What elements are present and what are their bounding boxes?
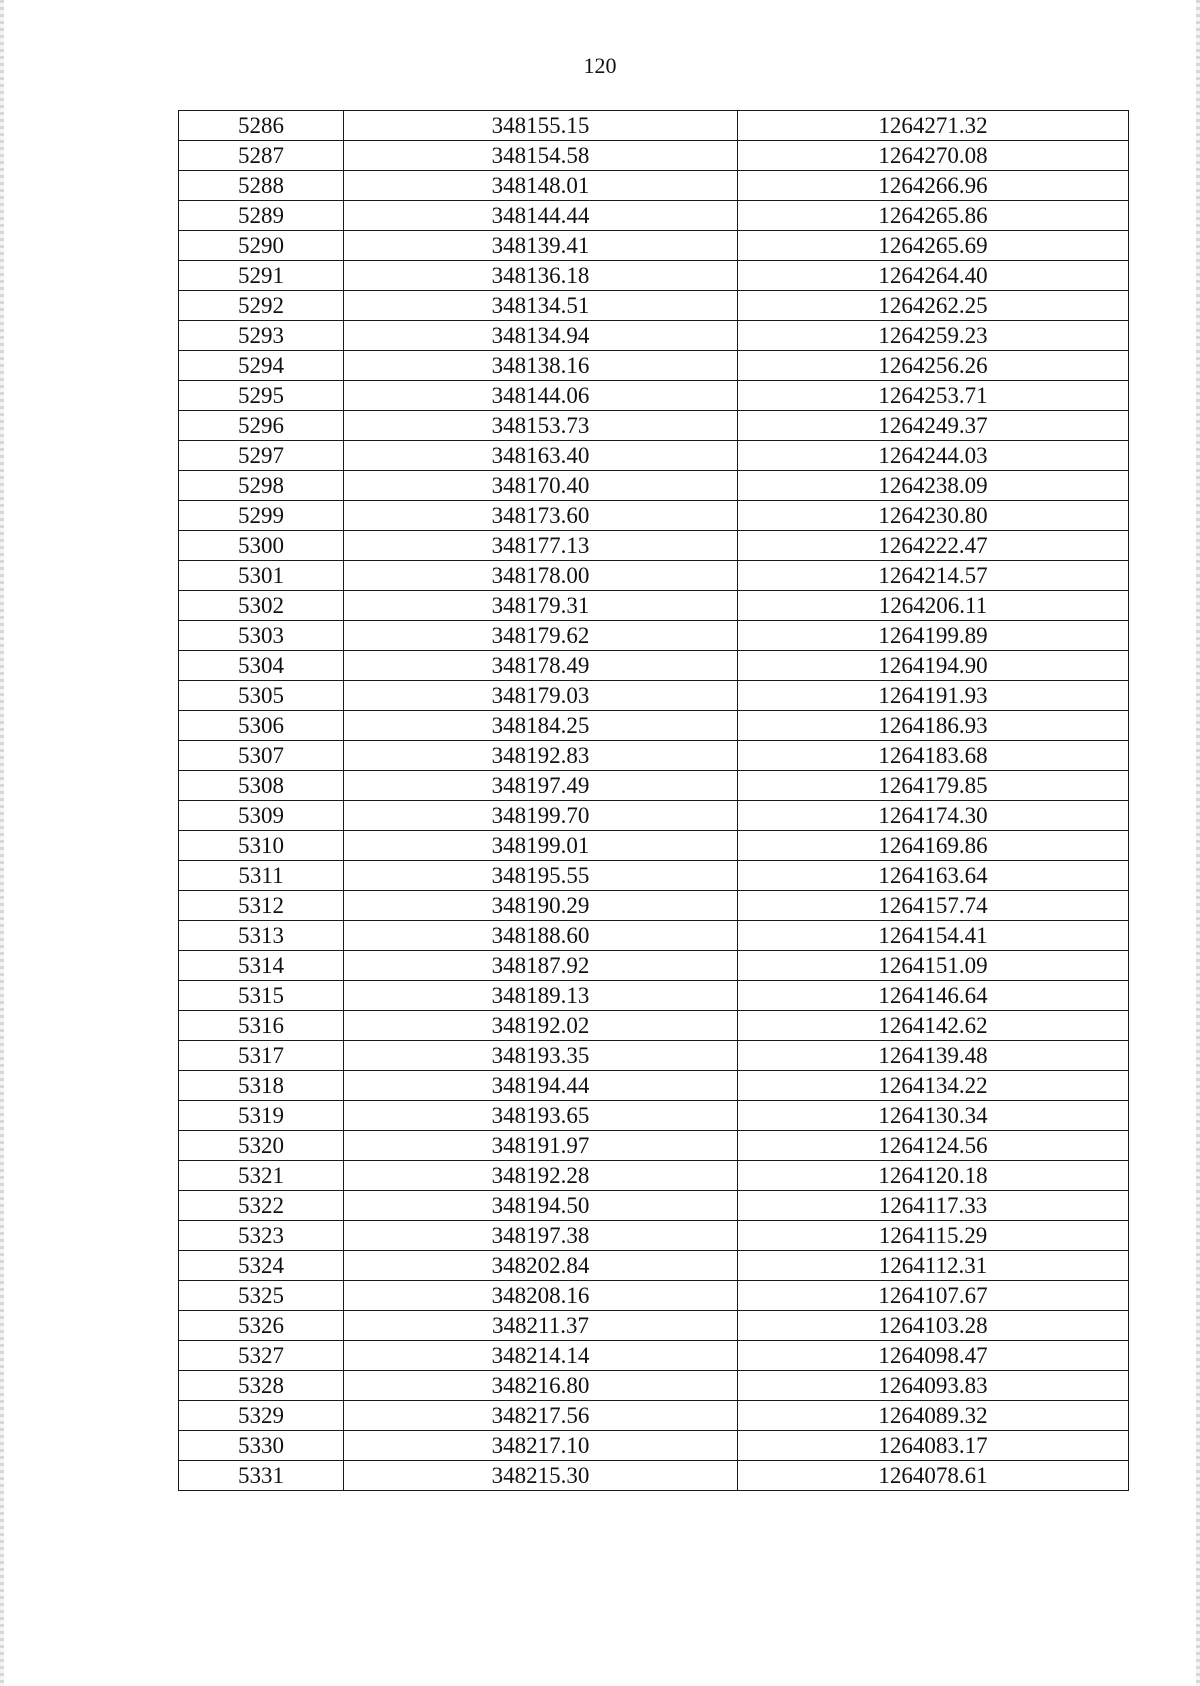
point-number-cell: 5299	[179, 501, 344, 531]
point-number-cell: 5293	[179, 321, 344, 351]
x-coordinate-cell: 348194.44	[344, 1071, 738, 1101]
y-coordinate-cell: 1264271.32	[738, 111, 1129, 141]
point-number-cell: 5330	[179, 1431, 344, 1461]
point-number-cell: 5288	[179, 171, 344, 201]
x-coordinate-cell: 348187.92	[344, 951, 738, 981]
table-row	[179, 231, 1129, 261]
y-coordinate-cell: 1264124.56	[738, 1131, 1129, 1161]
x-coordinate-cell: 348208.16	[344, 1281, 738, 1311]
point-number-cell: 5317	[179, 1041, 344, 1071]
x-coordinate-cell: 348177.13	[344, 531, 738, 561]
x-coordinate-cell: 348154.58	[344, 141, 738, 171]
x-coordinate-cell: 348189.13	[344, 981, 738, 1011]
point-number-cell: 5329	[179, 1401, 344, 1431]
point-number-cell: 5325	[179, 1281, 344, 1311]
point-number-cell: 5309	[179, 801, 344, 831]
x-coordinate-cell: 348197.49	[344, 771, 738, 801]
y-coordinate-cell: 1264266.96	[738, 171, 1129, 201]
y-coordinate-cell: 1264154.41	[738, 921, 1129, 951]
point-number-cell: 5286	[179, 111, 344, 141]
point-number-cell: 5287	[179, 141, 344, 171]
table-row	[179, 1311, 1129, 1341]
table-row	[179, 1041, 1129, 1071]
table-row	[179, 1221, 1129, 1251]
table-row	[179, 1191, 1129, 1221]
y-coordinate-cell: 1264183.68	[738, 741, 1129, 771]
x-coordinate-cell: 348170.40	[344, 471, 738, 501]
point-number-cell: 5326	[179, 1311, 344, 1341]
table-row	[179, 1401, 1129, 1431]
x-coordinate-cell: 348199.70	[344, 801, 738, 831]
point-number-cell: 5296	[179, 411, 344, 441]
point-number-cell: 5306	[179, 711, 344, 741]
coordinates-table-container	[178, 110, 1128, 1491]
table-row	[179, 561, 1129, 591]
point-number-cell: 5319	[179, 1101, 344, 1131]
y-coordinate-cell: 1264264.40	[738, 261, 1129, 291]
y-coordinate-cell: 1264249.37	[738, 411, 1129, 441]
x-coordinate-cell: 348178.49	[344, 651, 738, 681]
point-number-cell: 5315	[179, 981, 344, 1011]
point-number-cell: 5321	[179, 1161, 344, 1191]
y-coordinate-cell: 1264142.62	[738, 1011, 1129, 1041]
y-coordinate-cell: 1264238.09	[738, 471, 1129, 501]
x-coordinate-cell: 348192.83	[344, 741, 738, 771]
scan-edge-left	[0, 0, 4, 1686]
point-number-cell: 5327	[179, 1341, 344, 1371]
x-coordinate-cell: 348216.80	[344, 1371, 738, 1401]
x-coordinate-cell: 348217.10	[344, 1431, 738, 1461]
y-coordinate-cell: 1264191.93	[738, 681, 1129, 711]
y-coordinate-cell: 1264098.47	[738, 1341, 1129, 1371]
x-coordinate-cell: 348173.60	[344, 501, 738, 531]
table-row	[179, 1281, 1129, 1311]
point-number-cell: 5303	[179, 621, 344, 651]
table-row	[179, 321, 1129, 351]
y-coordinate-cell: 1264222.47	[738, 531, 1129, 561]
y-coordinate-cell: 1264199.89	[738, 621, 1129, 651]
point-number-cell: 5305	[179, 681, 344, 711]
point-number-cell: 5291	[179, 261, 344, 291]
point-number-cell: 5320	[179, 1131, 344, 1161]
table-row	[179, 531, 1129, 561]
coordinates-table	[178, 110, 1129, 1491]
y-coordinate-cell: 1264134.22	[738, 1071, 1129, 1101]
y-coordinate-cell: 1264157.74	[738, 891, 1129, 921]
x-coordinate-cell: 348195.55	[344, 861, 738, 891]
x-coordinate-cell: 348139.41	[344, 231, 738, 261]
point-number-cell: 5312	[179, 891, 344, 921]
y-coordinate-cell: 1264169.86	[738, 831, 1129, 861]
y-coordinate-cell: 1264117.33	[738, 1191, 1129, 1221]
table-row	[179, 201, 1129, 231]
y-coordinate-cell: 1264253.71	[738, 381, 1129, 411]
x-coordinate-cell: 348163.40	[344, 441, 738, 471]
table-row	[179, 621, 1129, 651]
point-number-cell: 5308	[179, 771, 344, 801]
table-row	[179, 1161, 1129, 1191]
y-coordinate-cell: 1264230.80	[738, 501, 1129, 531]
x-coordinate-cell: 348194.50	[344, 1191, 738, 1221]
x-coordinate-cell: 348214.14	[344, 1341, 738, 1371]
y-coordinate-cell: 1264146.64	[738, 981, 1129, 1011]
table-row	[179, 891, 1129, 921]
scan-edge-right	[1196, 0, 1200, 1686]
y-coordinate-cell: 1264083.17	[738, 1431, 1129, 1461]
table-row	[179, 831, 1129, 861]
table-row	[179, 261, 1129, 291]
x-coordinate-cell: 348193.35	[344, 1041, 738, 1071]
table-row	[179, 171, 1129, 201]
y-coordinate-cell: 1264265.69	[738, 231, 1129, 261]
y-coordinate-cell: 1264093.83	[738, 1371, 1129, 1401]
x-coordinate-cell: 348144.06	[344, 381, 738, 411]
x-coordinate-cell: 348217.56	[344, 1401, 738, 1431]
x-coordinate-cell: 348136.18	[344, 261, 738, 291]
table-row	[179, 141, 1129, 171]
point-number-cell: 5304	[179, 651, 344, 681]
point-number-cell: 5298	[179, 471, 344, 501]
table-row	[179, 501, 1129, 531]
y-coordinate-cell: 1264194.90	[738, 651, 1129, 681]
point-number-cell: 5328	[179, 1371, 344, 1401]
point-number-cell: 5310	[179, 831, 344, 861]
point-number-cell: 5323	[179, 1221, 344, 1251]
point-number-cell: 5324	[179, 1251, 344, 1281]
x-coordinate-cell: 348192.28	[344, 1161, 738, 1191]
x-coordinate-cell: 348144.44	[344, 201, 738, 231]
table-row	[179, 471, 1129, 501]
y-coordinate-cell: 1264112.31	[738, 1251, 1129, 1281]
point-number-cell: 5300	[179, 531, 344, 561]
x-coordinate-cell: 348179.03	[344, 681, 738, 711]
point-number-cell: 5313	[179, 921, 344, 951]
x-coordinate-cell: 348211.37	[344, 1311, 738, 1341]
x-coordinate-cell: 348148.01	[344, 171, 738, 201]
x-coordinate-cell: 348197.38	[344, 1221, 738, 1251]
y-coordinate-cell: 1264244.03	[738, 441, 1129, 471]
x-coordinate-cell: 348178.00	[344, 561, 738, 591]
y-coordinate-cell: 1264265.86	[738, 201, 1129, 231]
page-number: 120	[583, 53, 617, 78]
y-coordinate-cell: 1264115.29	[738, 1221, 1129, 1251]
point-number-cell: 5302	[179, 591, 344, 621]
table-row	[179, 1011, 1129, 1041]
table-row	[179, 741, 1129, 771]
table-row	[179, 591, 1129, 621]
y-coordinate-cell: 1264120.18	[738, 1161, 1129, 1191]
table-row	[179, 711, 1129, 741]
point-number-cell: 5294	[179, 351, 344, 381]
table-row	[179, 861, 1129, 891]
table-row	[179, 921, 1129, 951]
point-number-cell: 5311	[179, 861, 344, 891]
y-coordinate-cell: 1264179.85	[738, 771, 1129, 801]
x-coordinate-cell: 348190.29	[344, 891, 738, 921]
table-row	[179, 771, 1129, 801]
point-number-cell: 5292	[179, 291, 344, 321]
x-coordinate-cell: 348155.15	[344, 111, 738, 141]
y-coordinate-cell: 1264174.30	[738, 801, 1129, 831]
point-number-cell: 5290	[179, 231, 344, 261]
y-coordinate-cell: 1264163.64	[738, 861, 1129, 891]
y-coordinate-cell: 1264151.09	[738, 951, 1129, 981]
table-row	[179, 291, 1129, 321]
table-row	[179, 1071, 1129, 1101]
y-coordinate-cell: 1264214.57	[738, 561, 1129, 591]
x-coordinate-cell: 348215.30	[344, 1461, 738, 1491]
x-coordinate-cell: 348199.01	[344, 831, 738, 861]
y-coordinate-cell: 1264103.28	[738, 1311, 1129, 1341]
table-row	[179, 1101, 1129, 1131]
point-number-cell: 5318	[179, 1071, 344, 1101]
table-row	[179, 1341, 1129, 1371]
y-coordinate-cell: 1264256.26	[738, 351, 1129, 381]
point-number-cell: 5295	[179, 381, 344, 411]
y-coordinate-cell: 1264089.32	[738, 1401, 1129, 1431]
point-number-cell: 5316	[179, 1011, 344, 1041]
table-row	[179, 1251, 1129, 1281]
x-coordinate-cell: 348193.65	[344, 1101, 738, 1131]
point-number-cell: 5322	[179, 1191, 344, 1221]
table-row	[179, 951, 1129, 981]
table-row	[179, 981, 1129, 1011]
table-row	[179, 411, 1129, 441]
table-row	[179, 1131, 1129, 1161]
table-row	[179, 441, 1129, 471]
y-coordinate-cell: 1264139.48	[738, 1041, 1129, 1071]
x-coordinate-cell: 348138.16	[344, 351, 738, 381]
x-coordinate-cell: 348192.02	[344, 1011, 738, 1041]
point-number-cell: 5297	[179, 441, 344, 471]
table-row	[179, 1461, 1129, 1491]
x-coordinate-cell: 348188.60	[344, 921, 738, 951]
point-number-cell: 5307	[179, 741, 344, 771]
x-coordinate-cell: 348179.62	[344, 621, 738, 651]
x-coordinate-cell: 348134.94	[344, 321, 738, 351]
table-row	[179, 801, 1129, 831]
x-coordinate-cell: 348179.31	[344, 591, 738, 621]
y-coordinate-cell: 1264262.25	[738, 291, 1129, 321]
x-coordinate-cell: 348191.97	[344, 1131, 738, 1161]
y-coordinate-cell: 1264130.34	[738, 1101, 1129, 1131]
x-coordinate-cell: 348153.73	[344, 411, 738, 441]
point-number-cell: 5314	[179, 951, 344, 981]
table-row	[179, 381, 1129, 411]
table-row	[179, 651, 1129, 681]
table-row	[179, 1371, 1129, 1401]
coordinates-table-body	[179, 111, 1129, 1491]
y-coordinate-cell: 1264186.93	[738, 711, 1129, 741]
table-row	[179, 1431, 1129, 1461]
y-coordinate-cell: 1264259.23	[738, 321, 1129, 351]
y-coordinate-cell: 1264078.61	[738, 1461, 1129, 1491]
table-row	[179, 681, 1129, 711]
point-number-cell: 5301	[179, 561, 344, 591]
y-coordinate-cell: 1264206.11	[738, 591, 1129, 621]
table-row	[179, 111, 1129, 141]
table-row	[179, 351, 1129, 381]
y-coordinate-cell: 1264270.08	[738, 141, 1129, 171]
x-coordinate-cell: 348134.51	[344, 291, 738, 321]
point-number-cell: 5331	[179, 1461, 344, 1491]
x-coordinate-cell: 348202.84	[344, 1251, 738, 1281]
y-coordinate-cell: 1264107.67	[738, 1281, 1129, 1311]
x-coordinate-cell: 348184.25	[344, 711, 738, 741]
point-number-cell: 5289	[179, 201, 344, 231]
